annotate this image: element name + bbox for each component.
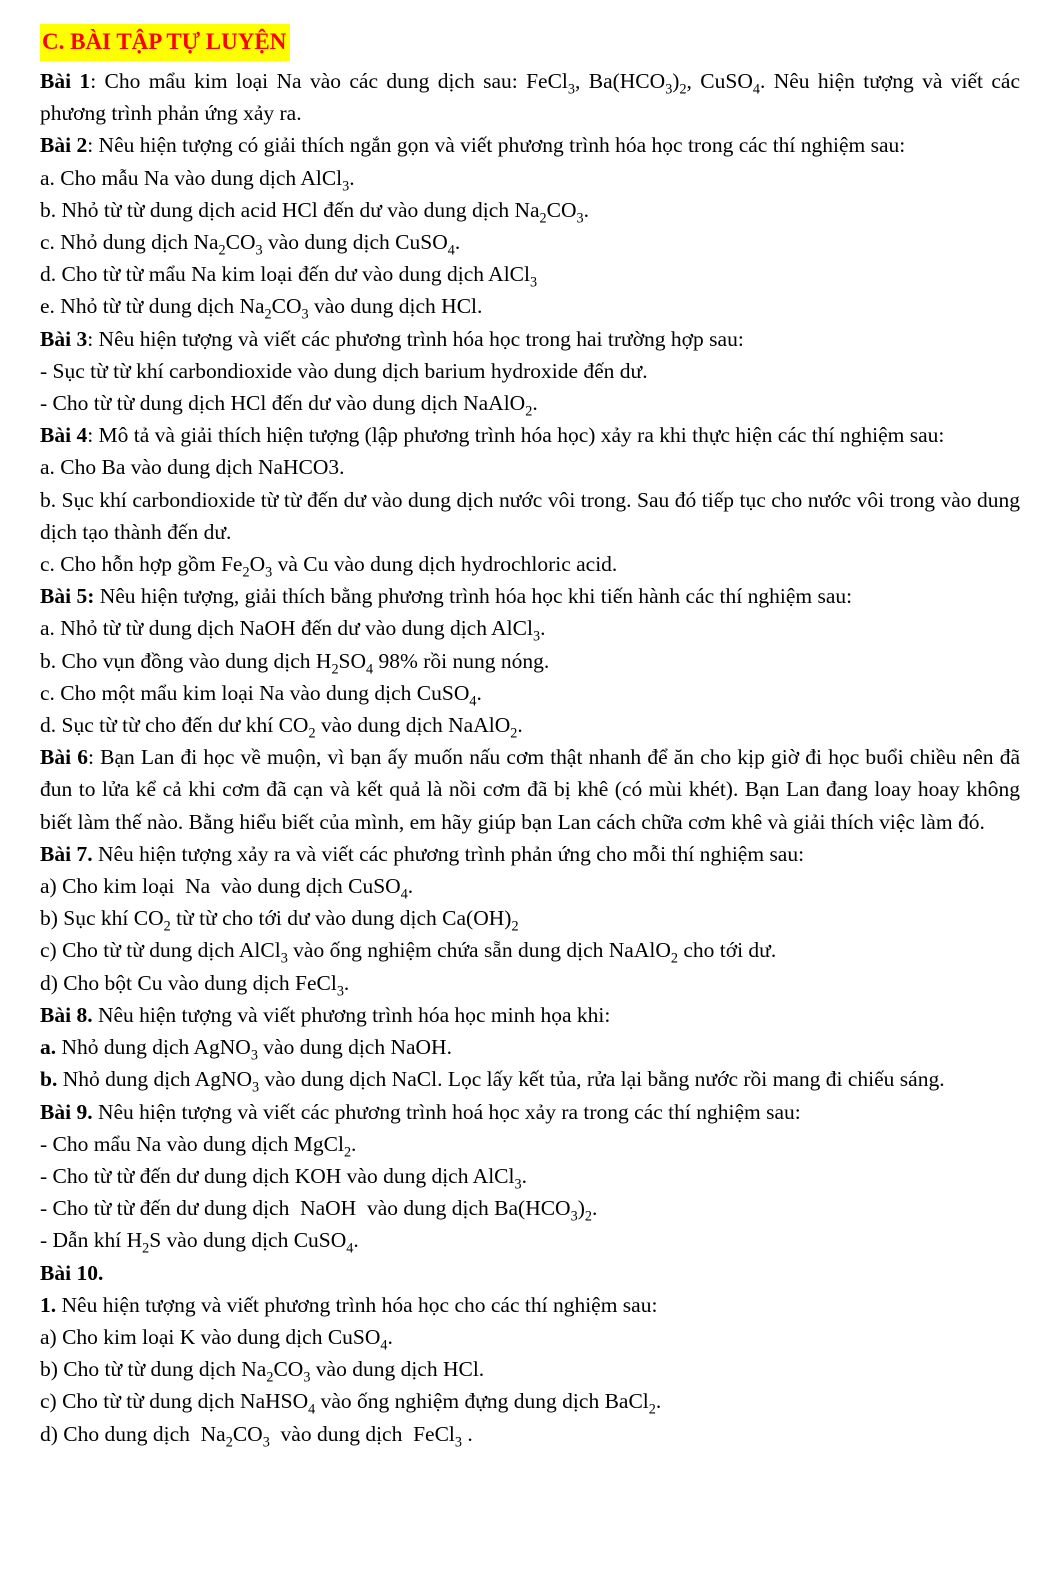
paragraph-lead: Bài 3 [40,326,88,351]
paragraph-lead: b. [40,1067,58,1092]
paragraph-text: a. Cho mẫu Na vào dung dịch AlCl$_3$. [40,165,355,194]
exercise-paragraph [40,323,1020,355]
paragraph-lead: Bài 4 [40,423,88,448]
paragraph-text: Nêu hiện tượng và viết phương trình hóa học cho các thí nghiệm sau: [56,1292,658,1317]
paragraph-text: : Nêu hiện tượng và viết các phương trình hóa học trong hai trường hợp sau: [87,326,744,351]
document-body [40,65,1020,1450]
paragraph-text: b. Sục khí carbondioxide từ từ đến dư vào dung dịch nước vôi trong. Sau đó tiếp tục cho nước vôi trong vào dung dịch tạo thành đến dư. [40,487,1020,544]
exercise-paragraph [40,451,1020,483]
paragraph-text: c. Cho hỗn hợp gồm $Fe_2O_3$ và Cu vào dung dịch hydrochloric acid. [40,552,618,581]
exercise-paragraph [40,1321,1020,1353]
paragraph-text: - Cho từ từ đến dư dung dịch KOH vào dung dịch AlCl$_3$. [40,1163,527,1193]
paragraph-text: b. Cho vụn đồng vào dung dịch $H_2SO_4$ 98% rồi nung nóng. [40,648,550,677]
exercise-paragraph [40,580,1020,612]
paragraph-text: : Bạn Lan đi học về muộn, vì bạn ấy muốn nấu cơm thật nhanh để ăn cho kịp giờ đi học buổi chiều nên đã đun to lửa kể cả khi cơm đã cạn và kết quả là nồi cơm đã bị khê (có mùi khét). Bạn Lan đang loay hoay không biết làm thế nào. Bằng hiểu biết của mình, em hãy giúp bạn Lan cách chữa cơm khê và giải thích việc làm đó. [40,745,1020,834]
paragraph-text: c) Cho từ từ dung dịch AlCl$_3$ vào ống nghiệm chứa sẵn dung dịch NaAlO$_2$ cho tới dư. [40,938,777,967]
exercise-paragraph [40,1096,1020,1128]
exercise-paragraph [40,194,1020,226]
paragraph-lead: Bài 7. [40,841,93,866]
paragraph-text: - Sục từ từ khí carbondioxide vào dung dịch barium hydroxide đến dư. [40,358,648,383]
exercise-paragraph [40,1128,1020,1160]
exercise-paragraph [40,709,1020,741]
paragraph-text: c. Nhỏ dung dịch $Na_2CO_3$ vào dung dịch CuSO$_4$. [40,230,461,259]
exercise-paragraph [40,967,1020,999]
paragraph-text: a. Nhỏ từ từ dung dịch NaOH đến dư vào dung dịch AlCl$_3$. [40,616,546,645]
paragraph-text: - Cho từ từ dung dịch HCl đến dư vào dung dịch NaAlO$_2$. [40,391,538,420]
paragraph-lead: Bài 8. [40,1002,93,1027]
exercise-paragraph [40,1031,1020,1063]
paragraph-text: - Cho từ từ đến dư dung dịch NaOH vào dung dịch $Ba(HCO_3)_2$. [40,1196,598,1225]
exercise-paragraph [40,902,1020,934]
paragraph-text: d. Cho từ từ mẩu Na kim loại đến dư vào dung dịch AlCl$_3$ [40,262,538,291]
exercise-paragraph [40,129,1020,161]
exercise-paragraph [40,1160,1020,1192]
paragraph-text: d. Sục từ từ cho đến dư khí $CO_2$ vào dung dịch NaAlO$_2$. [40,713,523,742]
paragraph-text: e. Nhỏ từ từ dung dịch $Na_2CO_3$ vào dung dịch HCl. [40,294,483,323]
paragraph-text: c. Cho một mẩu kim loại Na vào dung dịch CuSO$_4$. [40,680,482,710]
paragraph-text: : Mô tả và giải thích hiện tượng (lập phương trình hóa học) xảy ra khi thực hiện các thí nghiệm sau: [87,423,945,448]
paragraph-text: d) Cho dung dịch $Na_2CO_3$ vào dung dịch FeCl$_3$ . [40,1421,473,1450]
exercise-paragraph [40,677,1020,709]
paragraph-text: : Cho mẩu kim loại Na vào các dung dịch sau: FeCl$_3$, $Ba(HCO_3)_2$, CuSO$_4$. Nêu hiện tượng và viết các phương trình phản ứng xảy ra. [40,69,1020,126]
paragraph-text: Nêu hiện tượng, giải thích bằng phương trình hóa học khi tiến hành các thí nghiệm sau: [94,584,853,609]
paragraph-text: Nhỏ dung dịch AgNO$_3$ vào dung dịch NaOH. [56,1035,452,1064]
paragraph-text: b) Sục khí $CO_2$ từ từ cho tới dư vào dung dịch $Ca(OH)_2$ [40,906,519,935]
paragraph-lead: 1. [40,1292,57,1317]
paragraph-text: a. Cho Ba vào dung dịch NaHCO3. [40,455,345,480]
exercise-paragraph [40,645,1020,677]
exercise-paragraph [40,934,1020,966]
paragraph-text: c) Cho từ từ dung dịch NaHSO$_4$ vào ống nghiệm đựng dung dịch BaCl$_2$. [40,1389,662,1418]
paragraph-lead: Bài 6 [40,745,88,770]
exercise-paragraph [40,870,1020,902]
paragraph-text: Nêu hiện tượng xảy ra và viết các phương trình phản ứng cho mỗi thí nghiệm sau: [92,841,805,866]
paragraph-lead: a. [40,1035,57,1060]
exercise-paragraph [40,612,1020,644]
paragraph-text: b) Cho từ từ dung dịch $Na_2CO_3$ vào dung dịch HCl. [40,1357,485,1386]
exercise-paragraph [40,65,1020,129]
exercise-paragraph [40,162,1020,194]
paragraph-text: - Dẫn khí $H_2S$ vào dung dịch CuSO$_4$. [40,1228,359,1257]
exercise-paragraph [40,226,1020,258]
paragraph-text: a) Cho kim loại Na vào dung dịch CuSO$_4$. [40,874,414,903]
exercise-paragraph [40,999,1020,1031]
paragraph-text: Nêu hiện tượng và viết phương trình hóa học minh họa khi: [92,1002,611,1027]
paragraph-lead: Bài 1 [40,69,91,93]
paragraph-lead: Bài 9. [40,1099,93,1124]
paragraph-text: b. Nhỏ từ từ dung dịch acid HCl đến dư vào dung dịch $Na_2CO_3$. [40,197,589,227]
paragraph-lead: Bài 10. [40,1260,104,1285]
exercise-paragraph [40,1385,1020,1417]
exercise-paragraph [40,258,1020,290]
exercise-paragraph [40,484,1020,548]
exercise-paragraph [40,1257,1020,1289]
paragraph-lead: Bài 5: [40,584,95,609]
exercise-paragraph [40,1063,1020,1095]
paragraph-text: : Nêu hiện tượng có giải thích ngắn gọn và viết phương trình hóa học trong các thí nghiệm sau: [87,133,906,158]
exercise-paragraph [40,355,1020,387]
section-title [40,24,1020,61]
paragraph-text: a) Cho kim loại K vào dung dịch CuSO$_4$. [40,1324,393,1354]
exercise-paragraph [40,548,1020,580]
exercise-paragraph [40,1418,1020,1450]
paragraph-lead: Bài 2 [40,133,88,158]
paragraph-text: Nhỏ dung dịch AgNO$_3$ vào dung dịch NaCl. Lọc lấy kết tủa, rửa lại bằng nước rồi mang đi chiếu sáng. [57,1067,945,1096]
section-title-text: C. BÀI TẬP TỰ LUYỆN [40,24,290,61]
exercise-paragraph [40,1353,1020,1385]
exercise-paragraph [40,741,1020,838]
paragraph-text: d) Cho bột Cu vào dung dịch FeCl$_3$. [40,970,350,999]
paragraph-text: - Cho mẩu Na vào dung dịch MgCl$_2$. [40,1131,357,1160]
exercise-paragraph [40,1224,1020,1256]
exercise-paragraph [40,1192,1020,1224]
exercise-paragraph [40,838,1020,870]
paragraph-text: Nêu hiện tượng và viết các phương trình hoá học xảy ra trong các thí nghiệm sau: [92,1099,801,1124]
exercise-paragraph [40,419,1020,451]
exercise-paragraph [40,387,1020,419]
exercise-paragraph [40,290,1020,322]
exercise-paragraph [40,1289,1020,1321]
